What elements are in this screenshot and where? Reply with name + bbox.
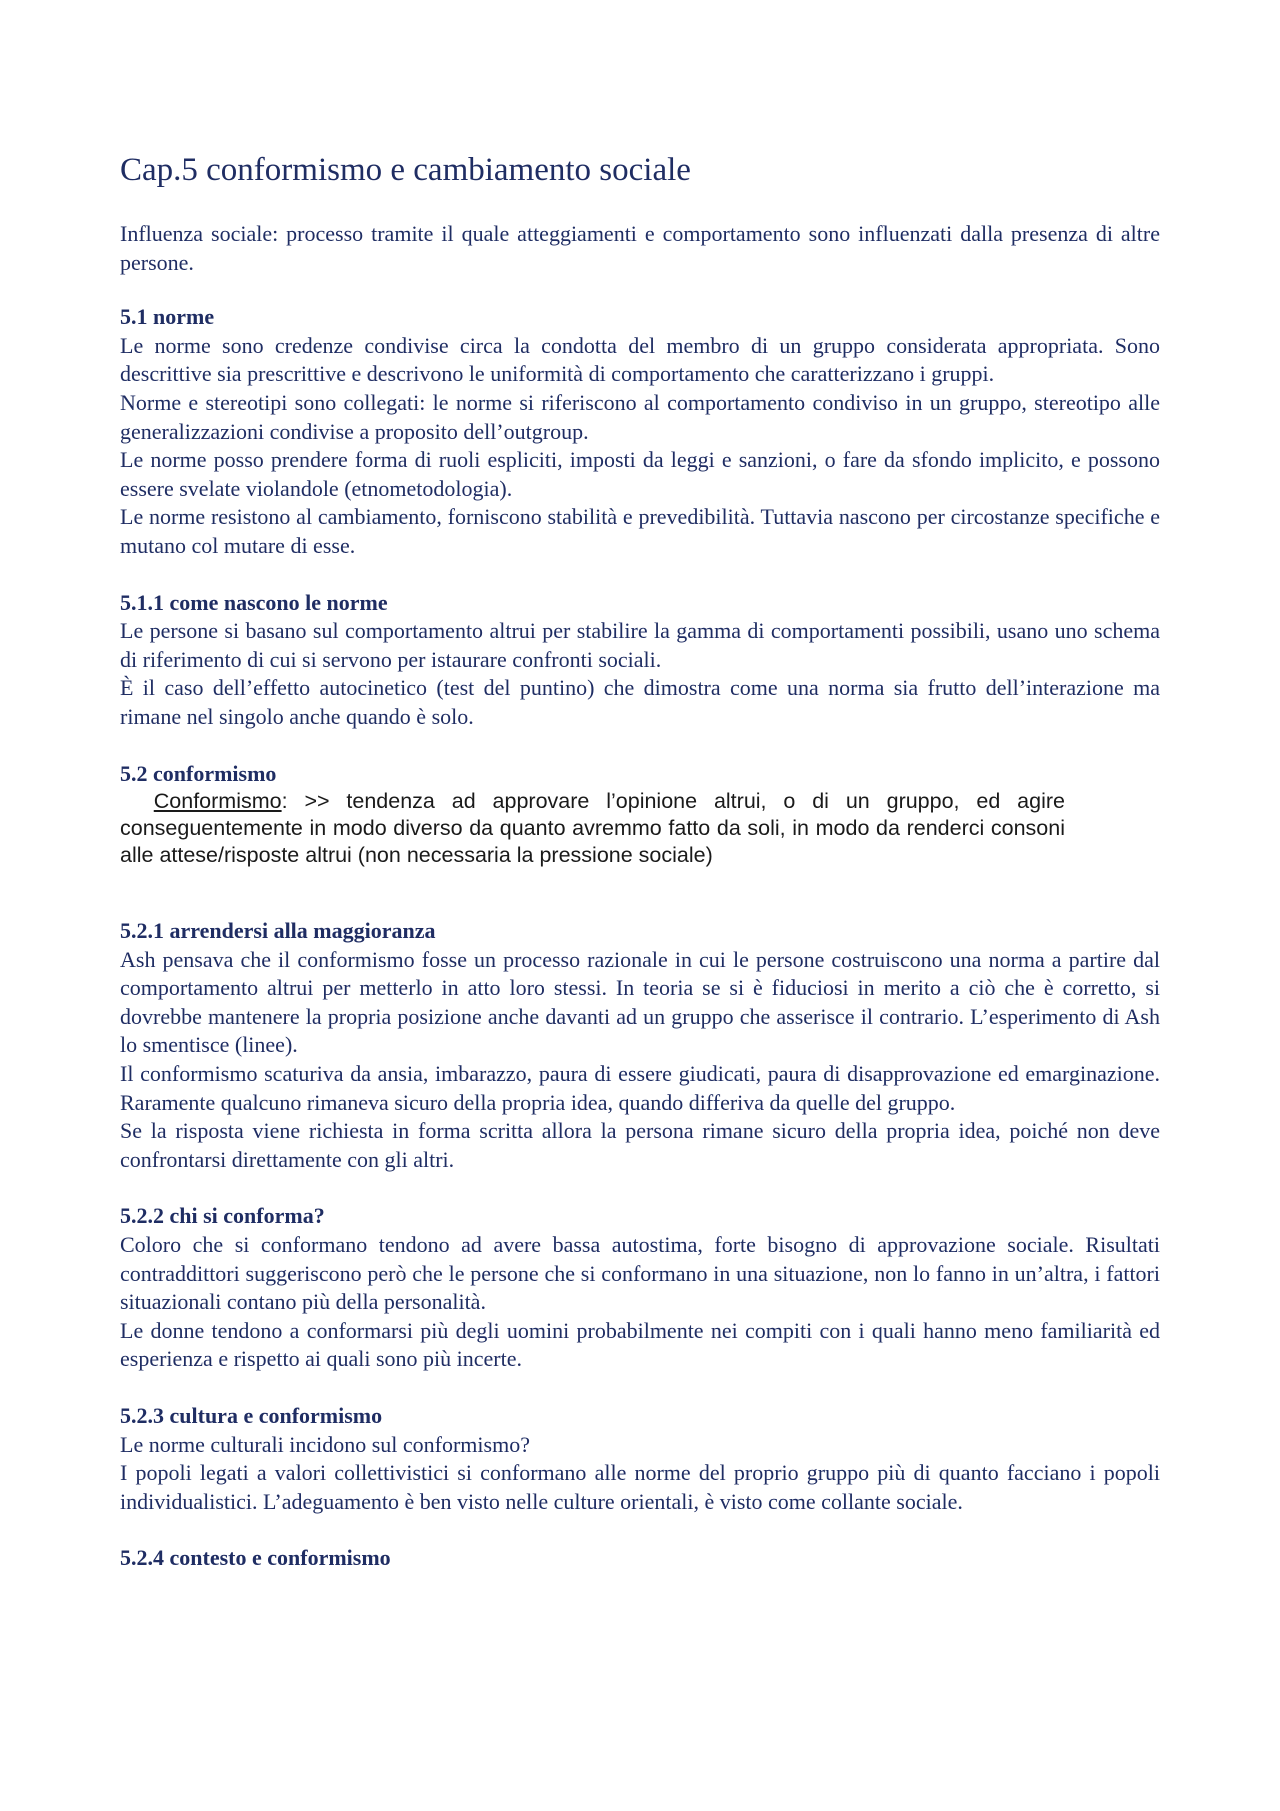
section-heading: 5.2.3 cultura e conformismo (120, 1403, 383, 1428)
document-page (120, 148, 1160, 1573)
paragraph: Le norme sono credenze condivise circa la condotta del membro di un gruppo considerata appropriata. Sono descrittive sia prescrittive e descrivono le uniformità di comportamento che caratterizzano i gruppi. (120, 332, 1160, 387)
paragraph: I popoli legati a valori collettivistici si conformano alle norme del proprio gruppo più di quanto facciano i popoli individualistici. L’adeguamento è ben visto nelle culture orientali, è visto come collante sociale. (120, 1460, 1160, 1514)
paragraph: Se la risposta viene richiesta in forma scritta allora la persona rimane sicuro della propria idea, poiché non deve confrontarsi direttamente con gli altri. (120, 1118, 1160, 1172)
section-heading: 5.2 conformismo (120, 760, 277, 786)
section-heading: 5.1.1 come nascono le norme (120, 589, 388, 615)
intro-paragraph: Influenza sociale: processo tramite il quale atteggiamenti e comportamento sono influenzati dalla presenza di altre persone. (120, 221, 1160, 275)
definition-text: : >> tendenza ad approvare l’opinione altrui, o di un gruppo, ed agire conseguentemente in modo diverso da quanto avremmo fatto da soli, in modo da renderci consoni alle attese/risposte altrui (non necessaria la pressione sociale) (120, 789, 1065, 868)
section-5-2-4 (120, 1544, 1160, 1573)
paragraph: Il conformismo scaturiva da ansia, imbarazzo, paura di essere giudicati, paura di disapprovazione ed emarginazione. Raramente qualcuno rimaneva sicuro della propria idea, quando differiva da quelle del gruppo. (120, 1061, 1160, 1115)
section-heading: 5.2.2 chi si conforma? (120, 1203, 325, 1229)
section-5-1 (120, 303, 1160, 560)
definition-block (120, 788, 1065, 869)
paragraph: Le norme culturali incidono sul conformismo? (120, 1431, 530, 1457)
section-5-2-1 (120, 917, 1160, 1174)
definition-term: Conformismo (153, 789, 282, 814)
section-5-1-1 (120, 589, 1160, 732)
section-5-2 (120, 760, 1160, 870)
section-5-2-2 (120, 1202, 1160, 1374)
section-heading: 5.1 norme (120, 304, 215, 330)
paragraph: Le persone si basano sul comportamento altrui per stabilire la gamma di comportamenti possibili, usano uno schema di riferimento di cui si servono per istaurare confronti sociali. (120, 618, 1160, 672)
paragraph: Le norme posso prendere forma di ruoli espliciti, imposti da leggi e sanzioni, o fare da sfondo implicito, e possono essere svelate violandole (etnometodologia). (120, 447, 1160, 501)
section-5-2-3 (120, 1402, 1160, 1516)
paragraph: Ash pensava che il conformismo fosse un processo razionale in cui le persone costruiscono una norma a partire dal comportamento altrui per metterlo in atto loro stessi. In teoria se si è fiduciosi in merito a ciò che è corretto, si dovrebbe mantenere la propria posizione anche davanti ad un gruppo che asserisce il contrario. L’esperimento di Ash lo smentisce (linee). (120, 946, 1160, 1058)
paragraph: È il caso dell’effetto autocinetico (test del puntino) che dimostra come una norma sia frutto dell’interazione ma rimane nel singolo anche quando è solo. (120, 675, 1160, 729)
paragraph: Norme e stereotipi sono collegati: le norme si riferiscono al comportamento condiviso in un gruppo, stereotipo alle generalizzazioni condivise a proposito dell’outgroup. (120, 389, 1160, 444)
section-heading: 5.2.1 arrendersi alla maggioranza (120, 918, 436, 944)
paragraph: Le norme resistono al cambiamento, forniscono stabilità e prevedibilità. Tuttavia nascono per circostanze specifiche e mutano col mutare di esse. (120, 504, 1160, 558)
paragraph: Coloro che si conformano tendono ad avere bassa autostima, forte bisogno di approvazione sociale. Risultati contraddittori suggeriscono però che le persone che si conformano in una situazione, non lo fanno in un’altra, i fattori situazionali contano più della personalità. (120, 1232, 1160, 1315)
section-heading: 5.2.4 contesto e conformismo (120, 1545, 391, 1571)
paragraph: Le donne tendono a conformarsi più degli uomini probabilmente nei compiti con i quali hanno meno familiarità ed esperienza e rispetto ai quali sono più incerte. (120, 1317, 1160, 1372)
page-title: Cap.5 conformismo e cambiamento sociale (120, 152, 691, 188)
